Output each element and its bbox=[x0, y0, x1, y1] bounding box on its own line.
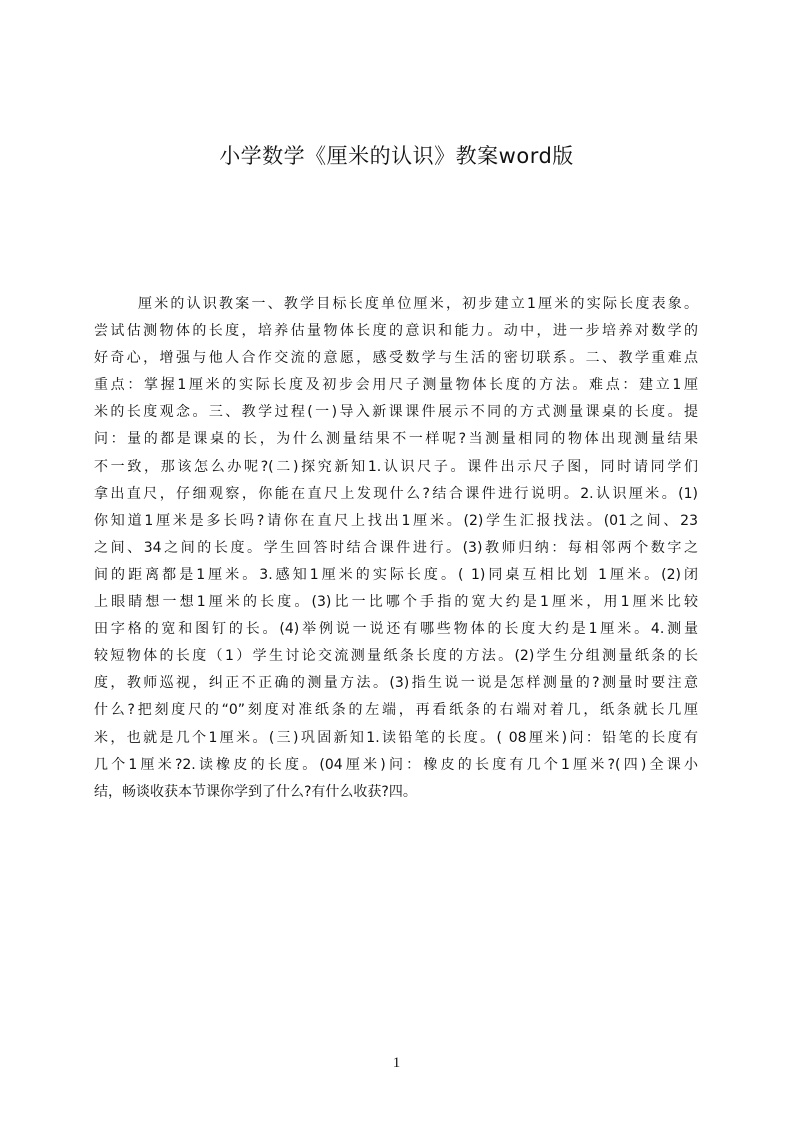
body-line: 你知道1厘米是多长吗?请你在直尺上找出1厘米。(2)学生汇报找法。(01之间、23 bbox=[94, 512, 698, 529]
body-line: 尝试估测物体的长度，培养估量物体长度的意识和能力。动中，进一步培养对数学的 bbox=[94, 323, 698, 340]
document-title: 小学数学《厘米的认识》教案word版 bbox=[219, 144, 574, 168]
body-line: 好奇心，增强与他人合作交流的意愿，感受数学与生活的密切联系。二、教学重难点 bbox=[94, 350, 698, 367]
body-line: 田字格的宽和图钉的长。(4)举例说一说还有哪些物体的长度大约是1厘米。4.测量 bbox=[94, 621, 698, 638]
body-line: 米的长度观念。三、教学过程(一)导入新课课件展示不同的方式测量课桌的长度。提 bbox=[94, 404, 698, 421]
body-line: 较短物体的长度（1）学生讨论交流测量纸条长度的方法。(2)学生分组测量纸条的长 bbox=[94, 648, 698, 665]
body-line: 间的距离都是1厘米。3.感知1厘米的实际长度。( 1)同桌互相比划 1厘米。(2)闭 bbox=[94, 566, 698, 583]
body-line: 度，教师巡视，纠正不正确的测量方法。(3)指生说一说是怎样测量的?测量时要注意 bbox=[94, 675, 698, 692]
body-line: 重点：掌握1厘米的实际长度及初步会用尺子测量物体长度的方法。难点：建立1厘 bbox=[94, 377, 698, 394]
body-line: 不一致，那该怎么办呢?(二)探究新知1.认识尺子。课件出示尺子图，同时请同学们 bbox=[94, 458, 698, 475]
body-line: 几个1厘米?2.读橡皮的长度。(04厘米)问：橡皮的长度有几个1厘米?(四)全课小 bbox=[94, 756, 698, 773]
body-line: 什么?把刻度尺的“0”刻度对准纸条的左端，再看纸条的右端对着几，纸条就长几厘 bbox=[94, 702, 698, 719]
document-body bbox=[94, 291, 698, 806]
body-line: 上眼睛想一想1厘米的长度。(3)比一比哪个手指的宽大约是1厘米，用1厘米比较 bbox=[94, 594, 698, 611]
page-number: 1 bbox=[392, 1055, 401, 1071]
body-line: 之间、34之间的长度。学生回答时结合课件进行。(3)教师归纳：每相邻两个数字之 bbox=[94, 539, 698, 556]
body-line: 问：量的都是课桌的长，为什么测量结果不一样呢?当测量相同的物体出现测量结果 bbox=[94, 431, 698, 448]
body-line: 米，也就是几个1厘米。(三)巩固新知1.读铅笔的长度。( 08厘米)问：铅笔的长度有 bbox=[94, 729, 698, 746]
body-line: 拿出直尺，仔细观察，你能在直尺上发现什么?结合课件进行说明。2.认识厘米。(1) bbox=[94, 485, 698, 502]
body-line: 厘米的认识教案一、教学目标长度单位厘米，初步建立1厘米的实际长度表象。 bbox=[138, 296, 698, 312]
body-line: 结，畅谈收获本节课你学到了什么?有什么收获?四。 bbox=[94, 783, 417, 800]
